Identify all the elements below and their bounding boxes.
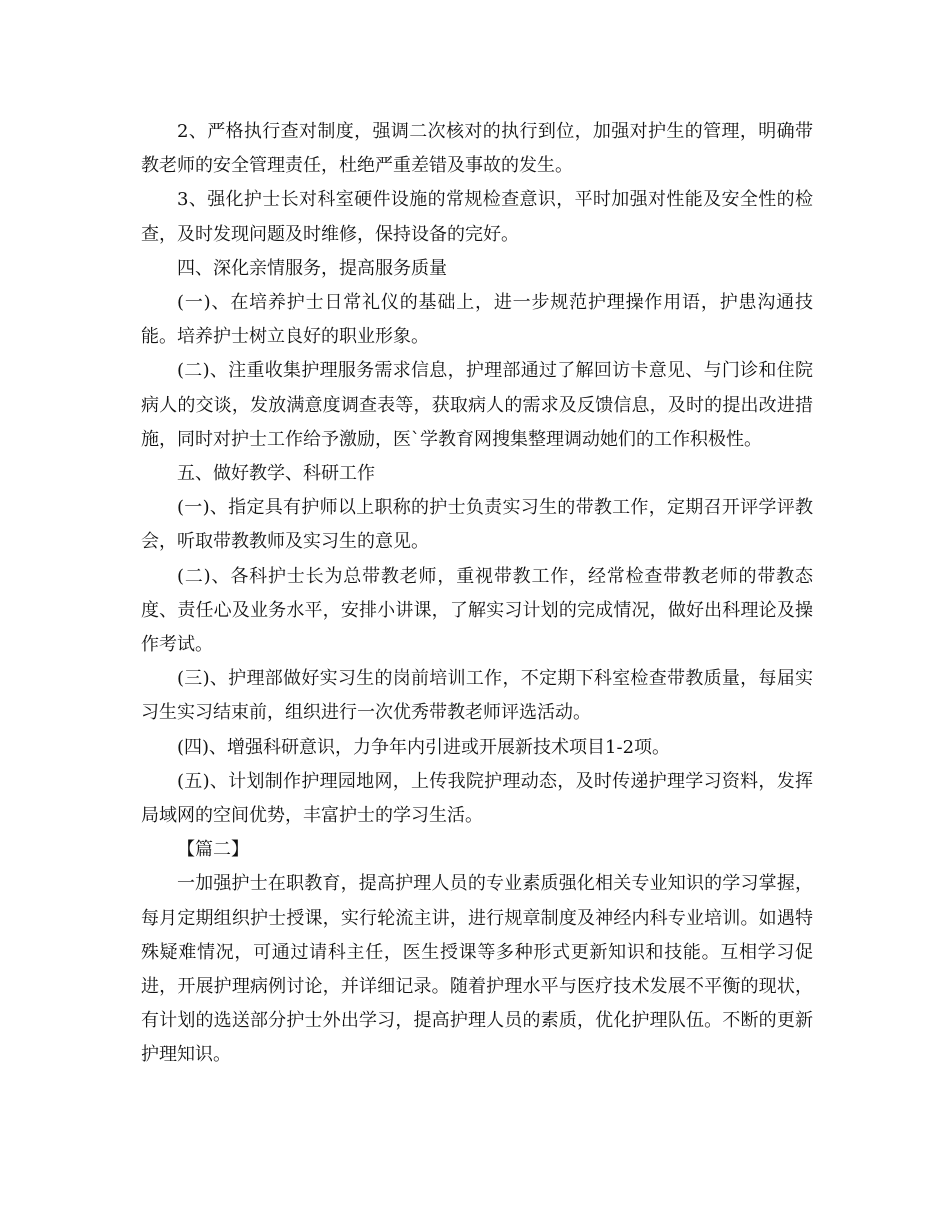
paragraph-item-2: 2、严格执行查对制度，强调二次核对的执行到位，加强对护生的管理，明确带教老师的安全管理责任，杜绝严重差错及事故的发生。: [141, 121, 813, 177]
document-body: [141, 115, 813, 1073]
paragraph-sub-4: (四)、增强科研意识，力争年内引进或开展新技术项目1-2项。: [177, 736, 671, 758]
paragraph-sub-1b: (一)、指定具有护师以上职称的护士负责实习生的带教工作，定期召开评学评教会，听取带教教师及实习生的意见。: [141, 497, 813, 553]
paragraph-sub-2b: (二)、各科护士长为总带教老师，重视带教工作，经常检查带教老师的带教态度、责任心及业务水平，安排小讲课，了解实习计划的完成情况，做好出科理论及操作考试。: [141, 565, 813, 656]
paragraph-sub-2: (二)、注重收集护理服务需求信息，护理部通过了解回访卡意见、与门诊和住院病人的交谈，发放满意度调查表等，获取病人的需求及反馈信息，及时的提出改进措施，同时对护士工作给予激励，医`学教育网搜集整理调动她们的工作积极性。: [141, 360, 813, 450]
part-heading: 【篇二】: [177, 839, 249, 861]
paragraph-sub-1: (一)、在培养护士日常礼仪的基础上，进一步规范护理操作用语，护患沟通技能。培养护士树立良好的职业形象。: [141, 292, 813, 348]
paragraph-sub-3: (三)、护理部做好实习生的岗前培训工作，不定期下科室检查带教质量，每届实习生实习结束前，组织进行一次优秀带教老师评选活动。: [141, 668, 813, 724]
paragraph-part2: 一加强护士在职教育，提高护理人员的专业素质强化相关专业知识的学习掌握，每月定期组织护士授课，实行轮流主讲，进行规章制度及神经内科专业培训。如遇特殊疑难情况，可通过请科主任，医生授课等多种形式更新知识和技能。互相学习促进，开展护理病例讨论，并详细记录。随着护理水平与医疗技术发展不平衡的现状，有计划的选送部分护士外出学习，提高护理人员的素质，优化护理队伍。不断的更新护理知识。: [141, 873, 813, 1066]
section-heading-4: 四、深化亲情服务，提高服务质量: [177, 257, 447, 279]
section-heading-5: 五、做好教学、科研工作: [177, 463, 375, 485]
paragraph-item-3: 3、强化护士长对科室硬件设施的常规检查意识，平时加强对性能及安全性的检查，及时发现问题及时维修，保持设备的完好。: [141, 189, 813, 245]
paragraph-sub-5: (五)、计划制作护理园地网，上传我院护理动态，及时传递护理学习资料，发挥局域网的空间优势，丰富护士的学习生活。: [141, 770, 813, 827]
